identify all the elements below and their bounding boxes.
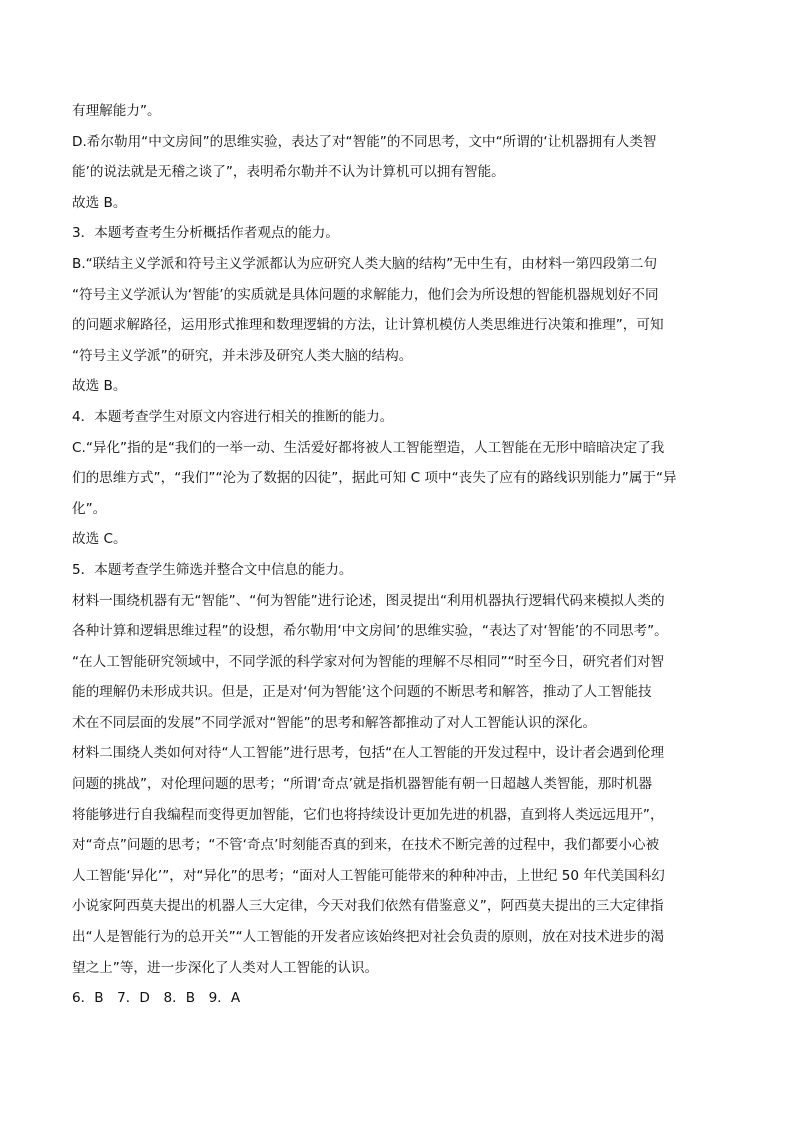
text-line: 人工智能‘异化’”，对“异化”的思考；“面对人工智能可能带来的种种冲击，上世纪 50 年代美国科幻 <box>72 867 665 884</box>
text-line: 材料二围绕人类如何对待“人工智能”进行思考，包括“在人工智能的开发过程中，设计者会遇到伦理 <box>72 745 665 762</box>
paragraph <box>72 586 724 739</box>
text-line: 化”。 <box>72 500 107 517</box>
text-line: 将能够进行自我编程而变得更加智能，它们也将持续设计更加先进的机器，直到将人类远远甩开”， <box>72 806 664 823</box>
text-line: “符号主义学派认为‘智能’的实质就是具体问题的求解能力，他们会为所设想的智能机器规划好不同 <box>72 286 659 303</box>
paragraph <box>72 402 724 433</box>
paragraph <box>72 524 724 555</box>
text-line: 4．本题考查学生对原文内容进行相关的推断的能力。 <box>72 408 394 425</box>
paragraph <box>72 983 724 1014</box>
text-line: “符号主义学派”的研究，并未涉及研究人类大脑的结构。 <box>72 347 413 364</box>
text-line: 们的思维方式”，“我们”“沦为了数据的囚徒”，据此可知 C 项中“丧失了应有的路线识别能力”属于“异 <box>72 470 677 487</box>
text-line: 小说家阿西莫夫提出的机器人三大定律，今天对我们依然有借鉴意义”，阿西莫夫提出的三大定律指 <box>72 898 664 915</box>
paragraph <box>72 555 724 586</box>
paragraph <box>72 738 724 983</box>
text-line: D.希尔勒用“中文房间”的思维实验，表达了对“智能”的不同思考，文中“所谓的‘让机器拥有人类智 <box>72 133 657 150</box>
text-line: 术在不同层面的发展”不同学派对“智能”的思考和解答都推动了对人工智能认识的深化。 <box>72 714 597 731</box>
text-line: 故选 B。 <box>72 194 127 211</box>
paragraph <box>72 96 724 127</box>
text-line: 材料一围绕机器有无“智能”、“何为智能”进行论述，图灵提出“利用机器执行逻辑代码来模拟人类的 <box>72 592 665 609</box>
paragraph <box>72 188 724 219</box>
text-line: 故选 C。 <box>72 531 127 548</box>
text-line: C.“异化”指的是“我们的一举一动、生活爱好都将被人工智能塑造，人工智能在无形中暗暗决定了我 <box>72 439 665 456</box>
paragraph <box>72 127 724 188</box>
text-line: 对“奇点”问题的思考；“不管‘奇点’时刻能否真的到来，在技术不断完善的过程中，我们都要小心被 <box>72 837 660 854</box>
text-line: 出“人是智能行为的总开关”“人工智能的开发者应该始终把对社会负责的原则，放在对技术进步的渴 <box>72 929 665 946</box>
text-line: 6．B 7．D 8．B 9．A <box>72 990 241 1007</box>
text-line: 有理解能力”。 <box>72 103 161 119</box>
text-line: 5．本题考查学生筛选并整合文中信息的能力。 <box>72 561 353 578</box>
text-line: 各种计算和逻辑思维过程”的设想，希尔勒用‘中文房间’的思维实验，“表达了对‘智能’的不同思考”。 <box>72 623 668 640</box>
paragraph <box>72 249 724 371</box>
text-line: 问题的挑战”，对伦理问题的思考；“所谓‘奇点’就是指机器智能有朝一日超越人类智能，那时机器 <box>72 776 653 793</box>
text-line: B.“联结主义学派和符号主义学派都认为应研究人类大脑的结构”无中生有，由材料一第四段第二句 <box>72 255 658 272</box>
paragraph <box>72 371 724 402</box>
text-line: 望之上”等，进一步深化了人类对人工智能的认识。 <box>72 959 379 976</box>
paragraph <box>72 433 724 525</box>
paragraph <box>72 218 724 249</box>
text-line: 能的理解仍未形成共识。但是，正是对‘何为智能’这个问题的不断思考和解答，推动了人工智能技 <box>72 684 652 701</box>
text-line: “在人工智能研究领域中，不同学派的科学家对何为智能的理解不尽相同”“时至今日，研究者们对智 <box>72 653 665 670</box>
text-line: 的问题求解路径，运用形式推理和数理逻辑的方法，让计算机模仿人类思维进行决策和推理”，可知 <box>72 317 664 334</box>
text-line: 故选 B。 <box>72 378 127 395</box>
text-line: 能’的说法就是无稽之谈了”，表明希尔勒并不认为计算机可以拥有智能。 <box>72 164 505 181</box>
text-line: 3．本题考查考生分析概括作者观点的能力。 <box>72 225 339 242</box>
